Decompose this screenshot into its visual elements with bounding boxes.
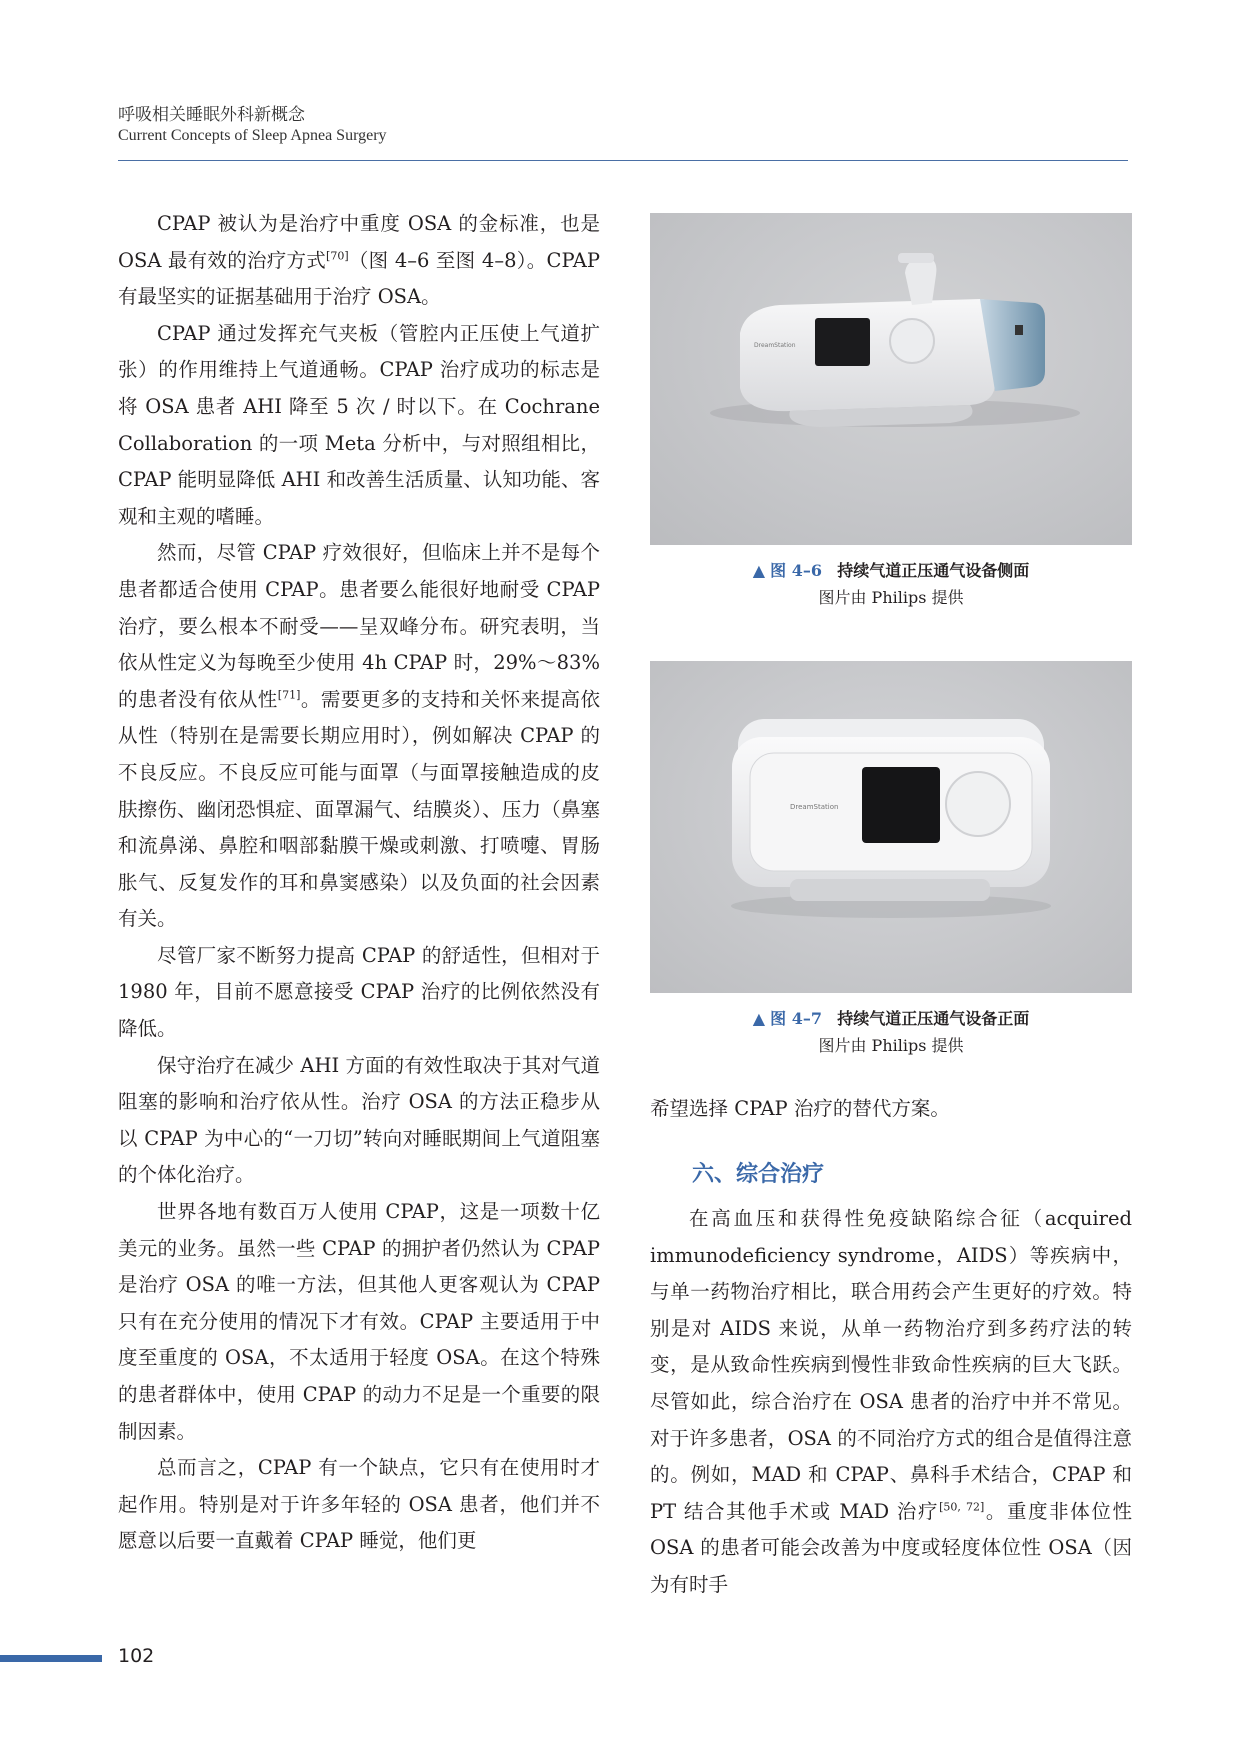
- paragraph-text-b: 。重度非体位性 OSA 的患者可能会改善为中度或轻度体位性 OSA（因为有时手: [650, 1499, 1132, 1596]
- brand-label: DreamStation: [754, 342, 796, 349]
- paragraph-4: 尽管厂家不断努力提高 CPAP 的舒适性，但相对于 1980 年，目前不愿意接受 CPAP 治疗的比例依然没有降低。: [118, 943, 600, 1041]
- footer-accent-bar: [0, 1655, 102, 1662]
- caption-marker: ▲: [752, 561, 766, 580]
- paragraph-1: [118, 206, 600, 316]
- paragraph-7: 总而言之，CPAP 有一个缺点，它只有在使用时才起作用。特别是对于许多年轻的 OSA 患者，他们并不愿意以后要一直戴着 CPAP 睡觉，他们更: [118, 1456, 600, 1553]
- cpap-device-front-illustration: [650, 661, 1132, 993]
- page-number: 102: [118, 1645, 155, 1667]
- figure-4-7-image: [650, 661, 1132, 993]
- paragraph-continuation: 希望选择 CPAP 治疗的替代方案。: [650, 1097, 950, 1120]
- figure-number: 图 4–6: [770, 561, 822, 580]
- section-heading: 六、综合治疗: [692, 1162, 825, 1187]
- figure-credit: 图片由 Philips 提供: [818, 1036, 964, 1055]
- left-column: [118, 206, 600, 1560]
- figure-4-6-caption: [650, 557, 1132, 585]
- citation-71: [71]: [277, 688, 301, 702]
- paragraph-2: CPAP 通过发挥充气夹板（管腔内正压使上气道扩张）的作用维持上气道通畅。CPAP 治疗成功的标志是将 OSA 患者 AHI 降至 5 次 / 时以下。在 Cochrane Collaboration 的一项 Meta 分析中，与对照组相比，CPAP 能明显降低 AHI 和改善生活质量、认知功能、客观和主观的嗜睡。: [118, 321, 600, 528]
- running-header-title-cn: 呼吸相关睡眠外科新概念: [118, 105, 305, 125]
- paragraph-3-text-b: 。需要更多的支持和关怀来提高依从性（特别在是需要长期应用时），例如解决 CPAP 的不良反应。不良反应可能与面罩（与面罩接触造成的皮肤擦伤、幽闭恐惧症、面罩漏气、结膜炎）、压力（鼻塞和流鼻涕、鼻腔和咽部黏膜干燥或刺激、打喷嚏、胃肠胀气、反复发作的耳和鼻窦感染）以及负面的社会因素有关。: [118, 687, 600, 931]
- running-header-title-en: Current Concepts of Sleep Apnea Surgery: [118, 127, 387, 144]
- citation-50-72: [50, 72]: [939, 1500, 985, 1514]
- header-rule: [118, 160, 1128, 161]
- cpap-device-side-illustration: [650, 213, 1132, 545]
- paragraph-3-text-a: 然而，尽管 CPAP 疗效很好，但临床上并不是每个患者都适合使用 CPAP。患者要么能很好地耐受 CPAP 治疗，要么根本不耐受——呈双峰分布。研究表明，当依从性定义为每晚至少使用 4h CPAP 时，29%～83% 的患者没有依从性: [118, 541, 600, 711]
- figure-4-6-image: [650, 213, 1132, 545]
- paragraph-text-a: 在高血压和获得性免疫缺陷综合征（acquired immunodeficiency syndrome，AIDS）等疾病中，与单一药物治疗相比，联合用药会产生更好的疗效。特别是对 AIDS 来说，从单一药物治疗到多药疗法的转变，是从致命性疾病到慢性非致命性疾病的巨大飞跃。尽管如此，综合治疗在 OSA 患者的治疗中并不常见。对于许多患者，OSA 的不同治疗方式的组合是值得注意的。例如，MAD 和 CPAP、鼻科手术结合，CPAP 和 PT 结合其他手术或 MAD 治疗: [650, 1207, 1132, 1523]
- brand-label: DreamStation: [790, 803, 839, 811]
- figure-4-7-caption: [650, 1005, 1132, 1033]
- figure-4-7: [650, 661, 1132, 1059]
- paragraph-combined-therapy: [650, 1201, 1132, 1604]
- figure-title: 持续气道正压通气设备正面: [837, 1009, 1030, 1028]
- right-column-continuation: [650, 1091, 1132, 1128]
- right-column: [650, 1201, 1132, 1604]
- figure-4-6: [650, 213, 1132, 611]
- paragraph-1-text-a: CPAP 被认为是治疗中重度 OSA 的金标准，也是 OSA 最有效的治疗方式: [118, 212, 600, 272]
- citation-70: [70]: [326, 249, 349, 263]
- figure-title: 持续气道正压通气设备侧面: [837, 561, 1030, 580]
- figure-credit: 图片由 Philips 提供: [818, 588, 964, 607]
- caption-marker: ▲: [752, 1009, 766, 1028]
- paragraph-6: 世界各地有数百万人使用 CPAP，这是一项数十亿美元的业务。虽然一些 CPAP 的拥护者仍然认为 CPAP 是治疗 OSA 的唯一方法，但其他人更客观认为 CPAP 只有在充分使用的情况下才有效。CPAP 主要适用于中度至重度的 OSA，不太适用于轻度 OSA。在这个特殊的患者群体中，使用 CPAP 的动力不足是一个重要的限制因素。: [118, 1200, 600, 1443]
- figure-number: 图 4–7: [770, 1009, 822, 1028]
- paragraph-5: 保守治疗在减少 AHI 方面的有效性取决于其对气道阻塞的影响和治疗依从性。治疗 OSA 的方法正稳步从以 CPAP 为中心的“一刀切”转向对睡眠期间上气道阻塞的个体化治疗。: [118, 1053, 600, 1187]
- paragraph-1-text-b: （图 4–6 至图 4–8）。CPAP 有最坚实的证据基础用于治疗 OSA。: [118, 248, 600, 309]
- paragraph-3: [118, 535, 600, 938]
